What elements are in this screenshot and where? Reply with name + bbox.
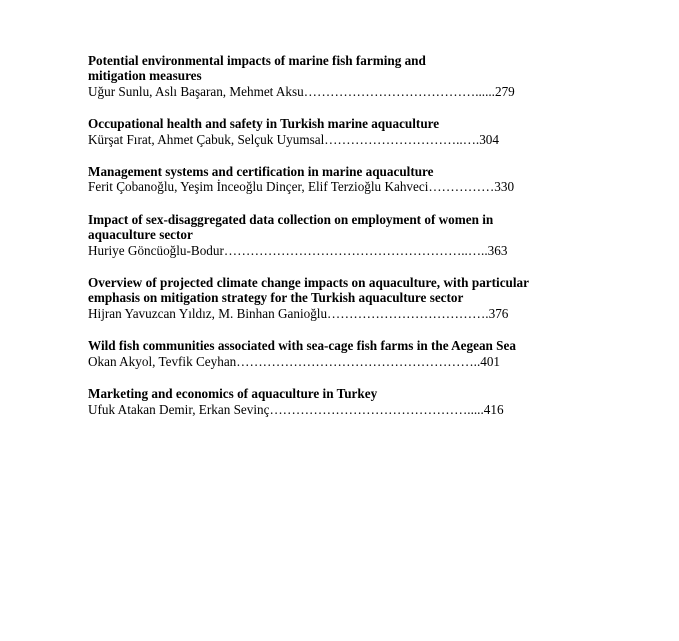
chapter-authors-page: Kürşat Fırat, Ahmet Çabuk, Selçuk Uyumsal…………………………..….304 [88, 131, 499, 147]
chapter-title[interactable]: Marketing and economics of aquaculture in Turkey [88, 386, 378, 402]
table-of-contents [88, 53, 529, 434]
chapter-title[interactable]: Impact of sex-disaggregated data collection on employment of women in aquaculture sector [88, 211, 494, 243]
toc-entry [88, 275, 529, 321]
chapter-authors-page: Huriye Göncüoğlu-Bodur………………………………………………..…..363 [88, 242, 508, 258]
toc-entry [88, 338, 529, 369]
chapter-title[interactable]: Overview of projected climate change impacts on aquaculture, with particular emphasis on mitigation strategy for the Turkish aquaculture sector [88, 275, 529, 306]
toc-entry [88, 53, 529, 99]
toc-entry [88, 164, 529, 195]
chapter-authors-page: Hijran Yavuzcan Yıldız, M. Binhan Ganioğlu……………………………….376 [88, 305, 509, 321]
chapter-title[interactable]: Management systems and certification in marine aquaculture [88, 164, 434, 180]
chapter-title[interactable]: Wild fish communities associated with sea-cage fish farms in the Aegean Sea [88, 338, 516, 354]
chapter-authors-page: Ferit Çobanoğlu, Yeşim İnceoğlu Dinçer, Elif Terzioğlu Kahveci……………330 [88, 179, 515, 195]
chapter-authors-page: Okan Akyol, Tevfik Ceyhan………………………………………………..401 [88, 353, 501, 369]
toc-entry [88, 386, 529, 417]
toc-entry [88, 116, 529, 147]
chapter-authors-page: Ufuk Atakan Demir, Erkan Sevinç……………………………………….....416 [88, 401, 504, 417]
chapter-authors-page: Uğur Sunlu, Aslı Başaran, Mehmet Aksu…………………………………......279 [88, 83, 515, 99]
chapter-title[interactable]: Potential environmental impacts of marine fish farming and mitigation measures [88, 53, 426, 84]
toc-entry [88, 212, 529, 258]
chapter-title[interactable]: Occupational health and safety in Turkish marine aquaculture [88, 116, 440, 132]
